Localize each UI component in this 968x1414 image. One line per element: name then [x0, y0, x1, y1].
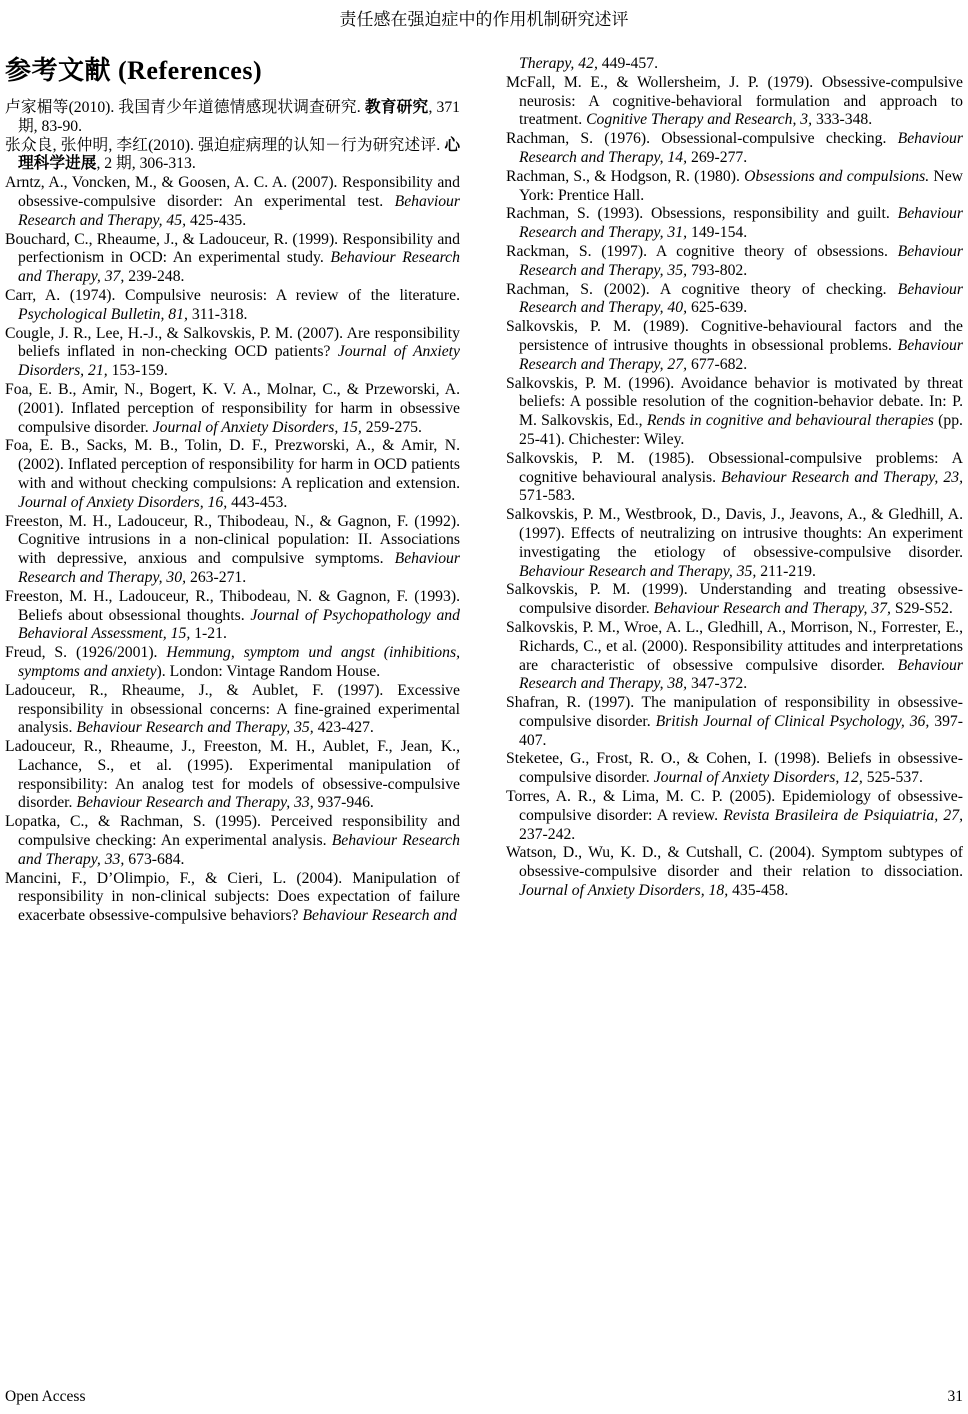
reference-text-run: 937-946.: [313, 794, 374, 812]
reference-text-run: Ladouceur, R., Rheaume, J., Freeston, M. H., Aublet, F., Jean, K., Lachance, S., et al. (1995). Experimental manipulation of responsibility: An analog test for models of obsessive-compulsive disorder.: [5, 738, 460, 812]
reference-text-run: Journal of Psychopathology and Behavioral Assessment, 15,: [18, 606, 460, 643]
reference-text-run: , 371 期, 83-90.: [18, 99, 461, 135]
reference-item: [506, 375, 963, 450]
reference-text-run: Cougle, J. R., Lee, H.-J., & Salkovskis, P. M. (2007). Are responsibility beliefs inflated in non-checking OCD patients?: [5, 324, 460, 361]
reference-text-run: Journal of Anxiety Disorders, 15,: [152, 418, 362, 436]
reference-text-run: Behaviour Research and: [302, 907, 457, 925]
reference-text-run: Salkovskis, P. M. (1989). Cognitive-behavioural factors and the persistence of intrusive thoughts in obsessional problems.: [506, 318, 963, 354]
reference-text-run: Behaviour Research and Therapy, 33,: [76, 794, 314, 812]
reference-item: [506, 168, 963, 206]
reference-text-run: Rachman, S. (1976). Obsessional-compulsive checking.: [506, 130, 898, 148]
reference-text-run: 张众良, 张仲明, 李红(2010). 强迫症病理的认知－行为研究述评.: [5, 136, 445, 154]
reference-text-run: 793-802.: [687, 261, 748, 279]
reference-text-run: (pp. 25-41). Chichester: Wiley.: [519, 412, 963, 448]
reference-item: [506, 74, 963, 130]
reference-text-run: Rachman, S. (2002). A cognitive theory of checking.: [506, 280, 898, 298]
reference-text-run: Behaviour Research and Therapy, 35,: [519, 562, 757, 580]
reference-text-run: 333-348.: [812, 111, 873, 129]
reference-item: [506, 55, 963, 74]
reference-item: [506, 788, 963, 844]
reference-text-run: Steketee, G., Frost, R. O., & Cohen, I. (1998). Beliefs in obsessive-compulsive disorder.: [506, 750, 963, 787]
reference-item: [5, 682, 460, 738]
reference-text-run: British Journal of Clinical Psychology, 36,: [655, 712, 930, 730]
reference-text-run: ). London: Vintage Random House.: [156, 662, 381, 680]
reference-text-run: Behaviour Research and Therapy, 40,: [519, 280, 963, 317]
reference-text-run: , 2 期, 306-313.: [96, 155, 196, 173]
reference-item: [5, 287, 460, 325]
references-content: [0, 55, 968, 926]
references-list-right: [506, 55, 963, 901]
reference-text-run: Rachman, S. (1993). Obsessions, responsibility and guilt.: [506, 205, 898, 223]
reference-text-run: Carr, A. (1974). Compulsive neurosis: A review of the literature.: [5, 286, 460, 304]
reference-text-run: Journal of Anxiety Disorders, 18,: [519, 882, 729, 900]
reference-item: [5, 644, 460, 682]
reference-text-run: 571-583.: [519, 487, 576, 505]
reference-text-run: Mancini, F., D’Olimpio, F., & Cieri, L. (2004). Manipulation of responsibility in non-clinical subjects: Does expectation of failure exacerbate obsessive-compulsive behaviors?: [5, 869, 460, 925]
reference-item: [506, 243, 963, 281]
reference-item: [506, 318, 963, 374]
reference-text-run: Hemmung, symptom und angst (inhibitions, symptoms and anxiety: [18, 644, 460, 680]
reference-item: [5, 174, 460, 230]
reference-text-run: 443-453.: [227, 493, 288, 511]
reference-item: [5, 588, 460, 644]
reference-item: [5, 381, 460, 437]
reference-text-run: Behaviour Research and Therapy, 37,: [18, 249, 460, 286]
reference-text-run: Behaviour Research and Therapy, 31,: [519, 205, 963, 242]
reference-text-run: Arntz, A., Voncken, M., & Goosen, A. C. A. (2007). Responsibility and obsessive-compulsive disorder: An experimental test.: [5, 174, 460, 210]
reference-text-run: 677-682.: [687, 355, 748, 373]
reference-item: [5, 738, 460, 813]
reference-text-run: Psychological Bulletin, 81,: [18, 305, 188, 323]
reference-text-run: Behaviour Research and Therapy, 23,: [721, 468, 964, 486]
references-list-left: [5, 99, 460, 926]
reference-item: [506, 619, 963, 694]
reference-text-run: 425-435.: [186, 211, 247, 229]
reference-text-run: 269-277.: [687, 148, 748, 166]
reference-item: [506, 506, 963, 581]
reference-text-run: 1-21.: [190, 625, 227, 643]
reference-text-run: Foa, E. B., Amir, N., Bogert, K. V. A., Molnar, C., & Przeworski, A. (2001). Inflated perception of responsibility for harm in obsessive compulsive disorder.: [5, 380, 460, 436]
reference-item: [5, 231, 460, 287]
reference-text-run: 397-407.: [519, 712, 963, 749]
reference-item: [506, 844, 963, 900]
reference-item: [5, 437, 460, 512]
page-footer: [5, 1387, 963, 1406]
reference-text-run: Freeston, M. H., Ladouceur, R., Thibodeau, N. & Gagnon, F. (1993). Beliefs about obsessional thoughts.: [5, 587, 460, 624]
reference-text-run: Ladouceur, R., Rheaume, J., & Aublet, F. (1997). Excessive responsibility in obsessional concerns: A fine-grained experimental analysis.: [5, 681, 460, 737]
reference-text-run: Behaviour Research and Therapy, 33,: [18, 832, 460, 868]
reference-text-run: S29-S52.: [890, 600, 953, 618]
reference-text-run: 心理科学进展: [18, 136, 460, 173]
reference-text-run: Rends in cognitive and behavioural therapies: [646, 412, 934, 430]
reference-text-run: 525-537.: [862, 769, 923, 787]
reference-text-run: Torres, A. R., & Lima, M. C. P. (2005). Epidemiology of obsessive-compulsive disorder: A review.: [506, 788, 963, 824]
reference-text-run: Behaviour Research and Therapy, 27,: [519, 336, 963, 373]
reference-item: [5, 137, 460, 175]
reference-text-run: Lopatka, C., & Rachman, S. (1995). Perceived responsibility and compulsive checking: An experimental analysis.: [5, 813, 460, 850]
reference-text-run: Behaviour Research and Therapy, 45,: [18, 192, 460, 229]
reference-text-run: Foa, E. B., Sacks, M. B., Tolin, D. F., Prezworski, A., & Amir, N. (2002). Inflated perception of responsibility for harm in OCD patients with and without checking compulsions: A replication and extension.: [5, 437, 460, 492]
reference-text-run: Salkovskis, P. M. (1996). Avoidance behavior is motivated by threat beliefs: A possible resolution of the cognition-behavior debate. In: P. M. Salkovskis, Ed.,: [506, 374, 963, 430]
page-number: 31: [947, 1388, 963, 1405]
reference-text-run: Salkovskis, P. M. (1985). Obsessional-compulsive problems: A cognitive behavioural analysis.: [506, 449, 963, 486]
reference-text-run: Rackman, S. (1997). A cognitive theory of obsessions.: [506, 242, 898, 260]
reference-text-run: Rachman, S., & Hodgson, R. (1980).: [506, 167, 745, 185]
reference-text-run: 259-275.: [361, 418, 422, 436]
reference-item: [506, 581, 963, 619]
reference-text-run: Behaviour Research and Therapy, 37,: [653, 600, 891, 618]
reference-item: [506, 450, 963, 506]
reference-text-run: Shafran, R. (1997). The manipulation of responsibility in obsessive-compulsive disorder.: [506, 694, 963, 730]
reference-text-run: 卢家楣等(2010). 我国青少年道德情感现状调查研究.: [5, 99, 365, 116]
reference-item: [5, 99, 460, 137]
reference-item: [506, 130, 963, 168]
reference-text-run: 347-372.: [687, 675, 748, 693]
reference-text-run: McFall, M. E., & Wollersheim, J. P. (1979). Obsessive-compulsive neurosis: A cognitive-behavioral formulation and approach to treatment.: [506, 73, 963, 129]
reference-text-run: Cognitive Therapy and Research, 3,: [586, 111, 813, 129]
reference-text-run: 237-242.: [519, 825, 576, 843]
reference-text-run: 449-457.: [597, 55, 659, 72]
reference-text-run: Salkovskis, P. M., Westbrook, D., Davis, J., Jeavons, A., & Gledhill, A. (1997). Effects of neutralizing on intrusive thoughts: An experiment investigating the etiology of obsessive-compulsive disorder.: [506, 506, 963, 561]
reference-item: [506, 750, 963, 788]
reference-text-run: 435-458.: [728, 882, 789, 900]
reference-text-run: Behaviour Research and Therapy, 38,: [519, 656, 963, 693]
reference-item: [506, 281, 963, 319]
references-column-left: [5, 55, 460, 926]
reference-item: [5, 325, 460, 381]
reference-text-run: Journal of Anxiety Disorders, 12,: [653, 769, 863, 787]
reference-text-run: Salkovskis, P. M., Wroe, A. L., Gledhill, A., Morrison, N., Forrester, E., Richards, C., et al. (2000). Responsibility attitudes and interpretations are characteristic of obsessive compulsive disorder.: [506, 618, 963, 674]
reference-text-run: 教育研究: [364, 99, 429, 116]
reference-item: [5, 870, 460, 926]
reference-text-run: Behaviour Research and Therapy, 14,: [519, 130, 963, 166]
reference-text-run: Obsessions and compulsions.: [744, 167, 930, 185]
reference-text-run: Behaviour Research and Therapy, 30,: [18, 550, 460, 586]
reference-text-run: 423-427.: [313, 719, 374, 737]
reference-text-run: 211-219.: [756, 562, 816, 580]
references-column-right: [506, 55, 963, 926]
reference-text-run: Freeston, M. H., Ladouceur, R., Thibodeau, N., & Gagnon, F. (1992). Cognitive intrusions in a non-clinical population: II. Associations with depressive, anxious and compulsive symptoms.: [5, 512, 460, 568]
reference-text-run: 153-159.: [107, 362, 168, 380]
reference-text-run: 149-154.: [687, 224, 748, 242]
reference-item: [5, 513, 460, 588]
reference-text-run: Journal of Anxiety Disorders, 21,: [18, 343, 460, 380]
reference-text-run: Watson, D., Wu, K. D., & Cutshall, C. (2004). Symptom subtypes of obsessive-compulsive disorder and their relation to dissociation.: [506, 844, 963, 881]
reference-item: [506, 694, 963, 750]
reference-text-run: Freud, S. (1926/2001).: [5, 644, 167, 662]
reference-text-run: Behaviour Research and Therapy, 35,: [519, 242, 963, 279]
reference-text-run: Therapy, 42,: [519, 55, 598, 72]
reference-text-run: 263-271.: [186, 568, 247, 586]
reference-text-run: Bouchard, C., Rheaume, J., & Ladouceur, R. (1999). Responsibility and perfectionism in OCD: An experimental study.: [5, 230, 460, 267]
reference-text-run: Salkovskis, P. M. (1999). Understanding and treating obsessive-compulsive disorder.: [506, 581, 963, 618]
reference-item: [5, 813, 460, 869]
reference-text-run: Revista Brasileira de Psiquiatria, 27,: [723, 806, 963, 824]
reference-text-run: Journal of Anxiety Disorders, 16,: [18, 493, 228, 511]
reference-text-run: Behaviour Research and Therapy, 35,: [76, 719, 314, 737]
running-title: 责任感在强迫症中的作用机制研究述评: [339, 10, 629, 29]
reference-text-run: 673-684.: [124, 850, 185, 868]
reference-text-run: 625-639.: [687, 299, 748, 317]
reference-text-run: New York: Prentice Hall.: [519, 167, 964, 204]
reference-item: [506, 205, 963, 243]
reference-text-run: 239-248.: [124, 268, 185, 286]
references-heading: 参考文献 (References): [5, 56, 263, 85]
open-access-label: Open Access: [5, 1388, 86, 1405]
reference-text-run: 311-318.: [187, 305, 248, 323]
